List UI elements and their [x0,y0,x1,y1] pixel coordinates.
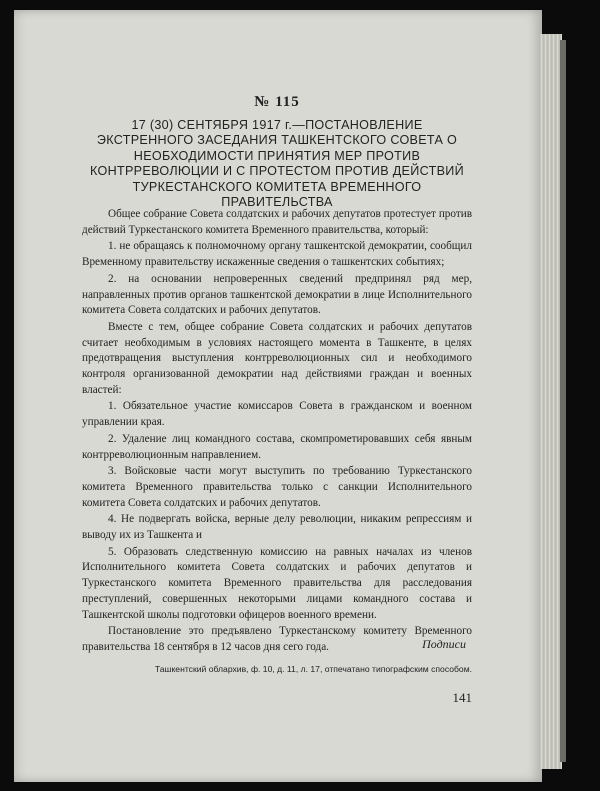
document-number: № 115 [254,94,300,110]
title-line: НЕОБХОДИМОСТИ ПРИНЯТИЯ МЕР ПРОТИВ [133,148,421,163]
document-title [82,118,472,210]
page-number: 141 [452,690,472,705]
title-line: ПРАВИТЕЛЬСТВА [221,195,333,210]
title-line: ТУРКЕСТАНСКОГО КОМИТЕТА ВРЕМЕННОГО [132,179,422,194]
document-body [82,207,472,657]
paragraph-point: 2. Удаление лиц командного состава, скомпрометировавших себя явным контрреволюционным направлением. [82,432,472,461]
title-line: 17 (30) СЕНТЯБРЯ 1917 г.—ПОСТАНОВЛЕНИЕ [131,118,423,132]
paragraph-intro: Общее собрание Совета солдатских и рабочих депутатов протестует против действий Туркестанского комитета Временного правительства, который: [82,208,472,236]
signatures-label: Подписи [422,637,466,651]
title-line: ЭКСТРЕННОГО ЗАСЕДАНИЯ ТАШКЕНТСКОГО СОВЕТА О [96,133,458,148]
paragraph-point: 1. Обязательное участие комиссаров Совета в гражданском и военном управлении края. [82,400,472,429]
paragraph-point: 3. Войсковые части могут выступить по требованию Туркестанского комитета Временного правительства только с санкции Исполнительного комитета Совета солдатских и рабочих депутатов. [82,465,472,509]
page-edges [540,34,562,769]
paragraph-point: 4. Не подвергать войска, верные делу революции, никаким репрессиям и выводу их из Ташкента и [82,513,472,542]
paragraph-resolution: Вместе с тем, общее собрание Совета солдатских и рабочих депутатов считает необходимым в условиях настоящего момента в Ташкенте, в целях предотвращения выступления контрреволюционных сил и необходимого контроля организованной демократии над действиями граждан и военных властей: [82,320,472,396]
book-cover-edge [560,40,566,762]
paragraph-closing: Постановление это предъявлено Туркестанскому комитету Временного правительства 18 сентября в 12 часов дня сего года. [82,625,472,653]
paragraph-point: 2. на основании непроверенных сведений предпринял ряд мер, направленных против органов ташкентской демократии в лице Исполнительного комитета Совета солдатских и рабочих депутатов. [82,272,472,317]
title-line: КОНТРРЕВОЛЮЦИИ И С ПРОТЕСТОМ ПРОТИВ ДЕЙСТВИЙ [90,164,464,179]
paragraph-point: 1. не обращаясь к полномочному органу ташкентской демократии, сообщил Временному правительству искаженные сведения о ташкентских событиях; [82,240,472,269]
archive-source-note: Ташкентский облархив, ф. 10, д. 11, л. 17, отпечатано типографским способом. [154,664,472,674]
paragraph-point: 5. Образовать следственную комиссию на равных началах из членов Исполнительного комитета Совета солдатских и рабочих депутатов и Туркестанского комитета Временного правительства для расследования преступлений, совершенных некоторыми лицами командного состава и Ташкентской школы подготовки офицеров военного времени. [82,545,472,621]
